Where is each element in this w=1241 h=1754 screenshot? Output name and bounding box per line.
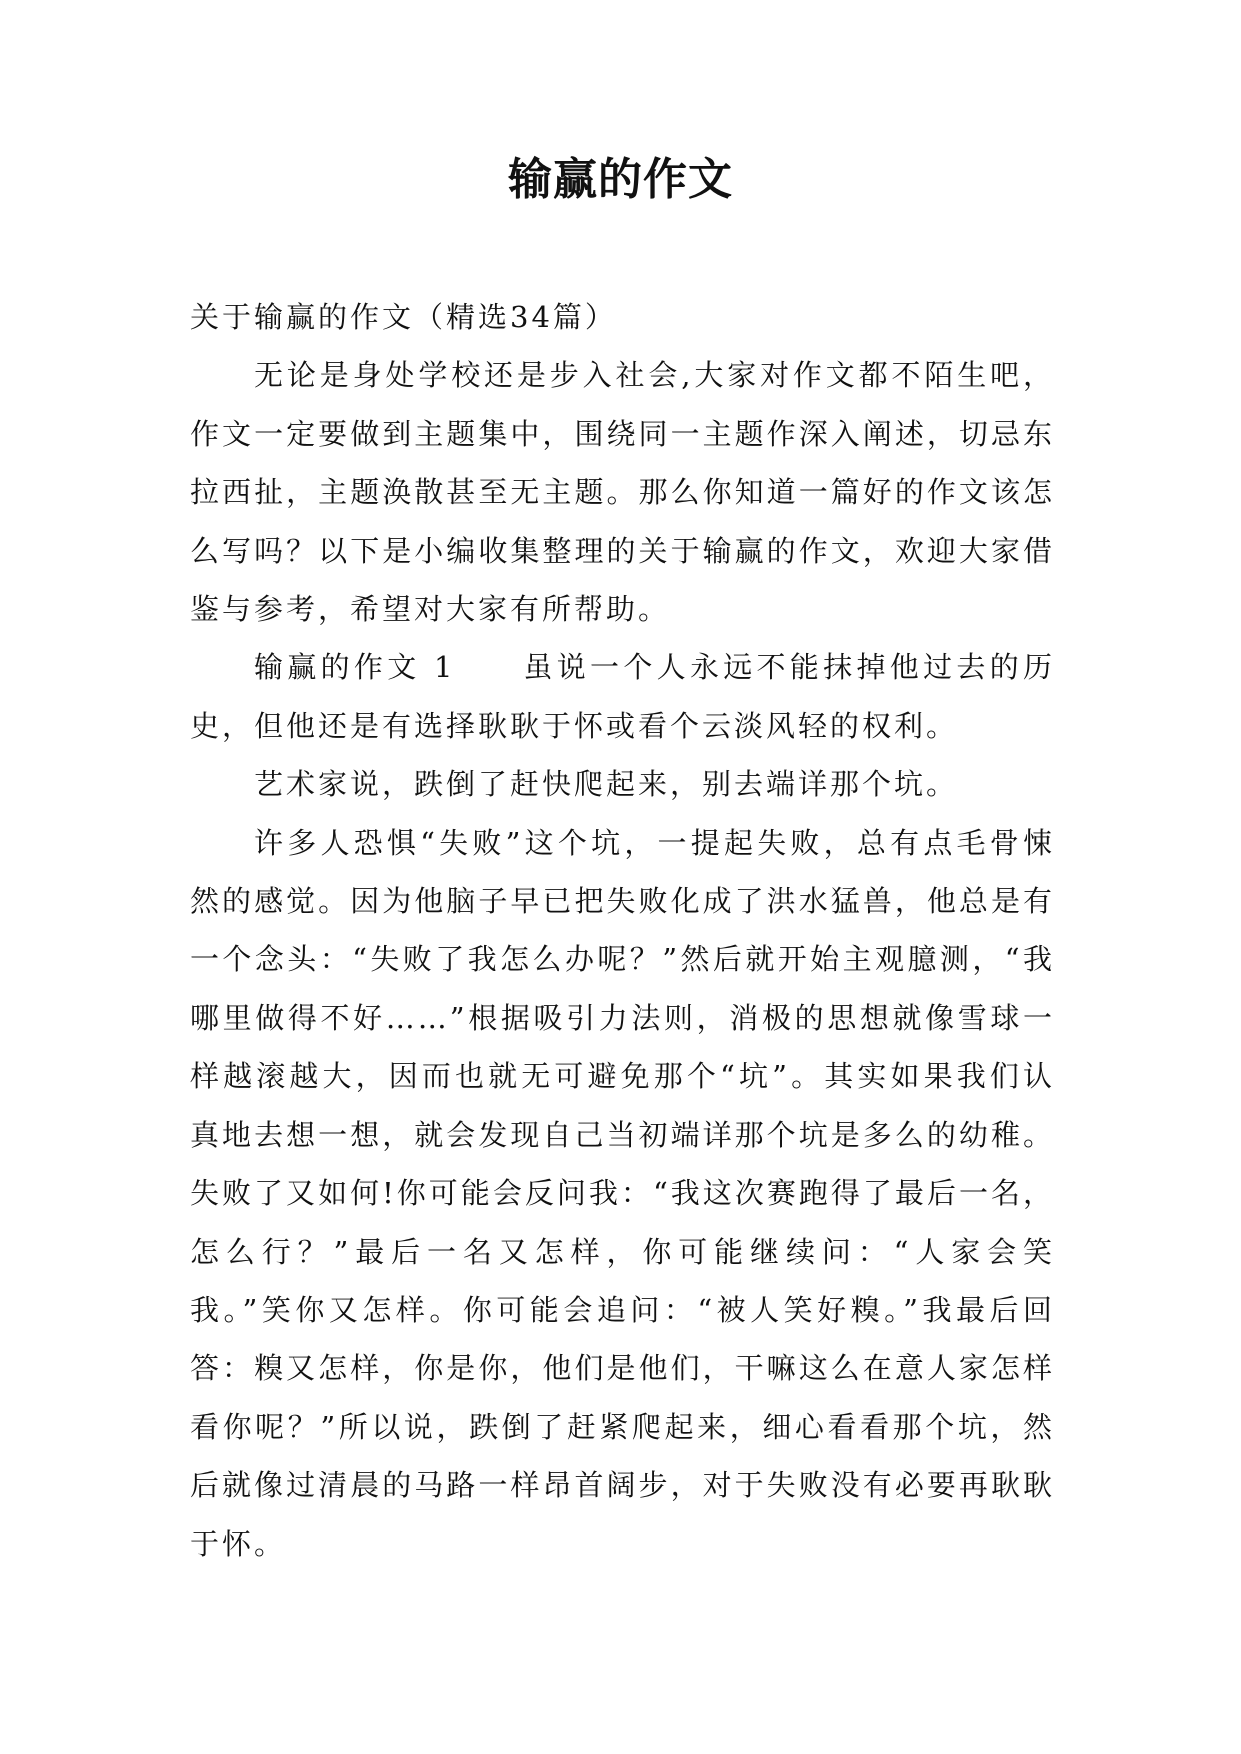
paragraph-essay-1-opening: 输赢的作文 1 虽说一个人永远不能抹掉他过去的历史，但他还是有选择耿耿于怀或看个云淡风轻的权利。 (190, 650, 1055, 743)
document-title: 输赢的作文 (508, 154, 733, 205)
paragraph-intro: 无论是身处学校还是步入社会,大家对作文都不陌生吧，作文一定要做到主题集中，围绕同一主题作深入阐述，切忌东拉西扯，主题涣散甚至无主题。那么你知道一篇好的作文该怎么写吗？以下是小编收集整理的关于输赢的作文，欢迎大家借鉴与参考，希望对大家有所帮助。 (190, 358, 1055, 627)
document-subtitle: 关于输赢的作文（精选34篇） (190, 300, 617, 334)
paragraph-failure-discussion: 许多人恐惧“失败”这个坑，一提起失败，总有点毛骨悚然的感觉。因为他脑子早已把失败化成了洪水猛兽，他总是有一个念头：“失败了我怎么办呢？”然后就开始主观臆测，“我哪里做得不好……”根据吸引力法则，消极的思想就像雪球一样越滚越大，因而也就无可避免那个“坑”。其实如果我们认真地去想一想，就会发现自己当初端详那个坑是多么的幼稚。失败了又如何!你可能会反问我：“我这次赛跑得了最后一名，怎么行？”最后一名又怎样，你可能继续问：“人家会笑我。”笑你又怎样。你可能会追问：“被人笑好糗。”我最后回答：糗又怎样，你是你，他们是他们，干嘛这么在意人家怎样看你呢？”所以说，跌倒了赶紧爬起来，细心看看那个坑，然后就像过清晨的马路一样昂首阔步，对于失败没有必要再耿耿于怀。 (190, 825, 1055, 1561)
document-body (190, 288, 1055, 1573)
paragraph-artist-quote: 艺术家说，跌倒了赶快爬起来，别去端详那个坑。 (254, 767, 959, 802)
